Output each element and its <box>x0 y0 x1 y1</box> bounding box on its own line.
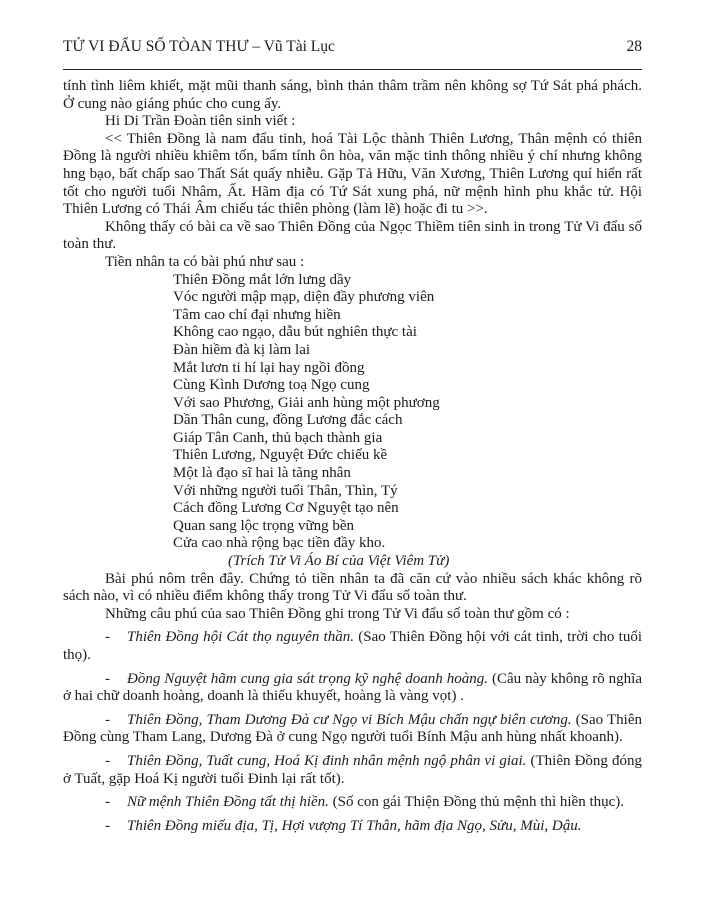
body-paragraph: Tiền nhân ta có bài phú như sau : <box>105 253 305 270</box>
bullet-phrase: Thiên Đồng hội Cát thọ nguyên thần. <box>127 629 354 646</box>
poem-line: Với sao Phương, Giải anh hùng một phương <box>173 394 440 411</box>
bullet-dash: - <box>105 752 110 769</box>
page-header-title: TỬ VI ĐẨU SỐ TÒAN THƯ – Vũ Tài Lục <box>63 38 335 55</box>
body-paragraph: << Thiên Đồng là nam đẩu tinh, hoá Tài Lộc thành Thiên Lương, Thân mệnh có thiên Đồng là người nhiều khiêm tốn, bẩm tính ôn hòa, văn mặc tinh thông nhiều ý chí nhưng không hng bạo, bất chấp sao Thất Sát quấy nhiễu. Gặp Tả Hữu, Văn Xương, Thiên Lương quí hiển rất tốt cho người tuổi Nhâm, Ất. Hãm địa có Tứ Sát xung phá, nữ mệnh hình phu khắc tử. Hội Thiên Lương có Thái Âm chiếu tác thiên phòng (làm lẽ) hoặc đi tu >>. <box>63 130 642 218</box>
body-paragraph: Hi Di Trần Đoàn tiên sinh viết : <box>105 113 296 130</box>
poem-line: Thiên Đồng mắt lớn lưng dầy <box>173 271 352 288</box>
bullet-explanation: (Sao Thiên Đồng hội với cát tinh, trời cho tuổi thọ). <box>63 629 642 663</box>
bullet-explanation: (Số con gái Thiện Đồng thủ mệnh thì hiền thục). <box>328 794 625 811</box>
bullet-phrase: Thiên Đồng, Tham Dương Đà cư Ngọ vi Bích Mậu chấn ngự biên cương. <box>127 711 572 728</box>
poem-line: Với những người tuổi Thân, Thìn, Tý <box>173 482 398 499</box>
poem-line: Quan sang lộc trọng vững bền <box>173 517 355 534</box>
poem-line: Cùng Kình Dương toạ Ngọ cung <box>173 377 370 394</box>
page-header <box>63 38 642 56</box>
poem-line: Giáp Tân Canh, thủ bạch thành gia <box>173 429 383 446</box>
bullet-dash: - <box>105 794 110 811</box>
bullet-dash: - <box>105 711 110 728</box>
bullet-dash: - <box>105 817 110 834</box>
body-paragraph: Bài phú nôm trên đây. Chứng tỏ tiền nhân ta đã căn cứ vào nhiều sách khác không rõ sách nào, vì có nhiều điểm không thấy trong Tử Vi đẩu số toàn thư. <box>63 570 642 605</box>
bullet-phrase: Đồng Nguyệt hãm cung gia sát trọng kỹ nghệ doanh hoàng. <box>127 670 488 687</box>
poem-line: Một là đạo sĩ hai là tăng nhân <box>173 465 351 482</box>
bullet-item <box>63 818 642 836</box>
page-number: 28 <box>626 38 642 55</box>
bullet-item <box>63 629 642 664</box>
poem-line: Mắt lươn ti hí lại hay ngồi đồng <box>173 359 365 376</box>
poem-line: Cách đồng Lương Cơ Nguyệt tạo nên <box>173 500 399 517</box>
bullet-item <box>63 712 642 747</box>
bullet-explanation: (Thiên Đồng đóng ở Tuất, gặp Hoá Kị người tuổi Đinh lại rất tốt). <box>63 752 642 787</box>
bullet-explanation: (Câu này không rõ nghĩa ở hai chữ doanh hoàng, doanh là thiếu khuyết, hoàng là vàng vọt) . <box>63 670 643 705</box>
poem-block <box>63 272 642 571</box>
poem-citation: (Trích Tử Vi Áo Bí của Việt Viêm Tử) <box>228 553 450 570</box>
bullet-phrase: Thiên Đồng miếu địa, Tị, Hợi vượng Tí Thân, hãm địa Ngọ, Sửu, Mùi, Dậu. <box>127 817 582 834</box>
poem-line: Đàn hiềm đà kị làm lai <box>173 341 311 358</box>
body-paragraph: Không thấy có bài ca về sao Thiên Đồng của Ngọc Thiềm tiên sinh in trong Tử Vi đẩu số toàn thư. <box>63 218 642 253</box>
bullet-dash: - <box>105 670 110 687</box>
body-paragraph: Những câu phú của sao Thiên Đồng ghi trong Tử Vi đẩu số toàn thư gồm có : <box>105 605 570 622</box>
bullet-phrase: Nữ mệnh Thiên Đồng tất thị hiền. <box>127 794 329 811</box>
bullet-item <box>63 753 642 788</box>
poem-line: Dần Thân cung, đồng Lương đắc cách <box>173 412 403 429</box>
poem-line: Cửa cao nhà rộng bạc tiền đầy kho. <box>173 535 386 552</box>
bullet-item <box>63 671 642 706</box>
bullet-item <box>63 794 642 812</box>
body-paragraph: tính tình liêm khiết, mặt mũi thanh sáng, bình thản thâm trầm nên không sợ Tứ Sát phá phách. Ở cung nào giáng phúc cho cung ấy. <box>63 78 642 112</box>
bullet-phrase: Thiên Đồng, Tuất cung, Hoá Kị đinh nhân mệnh ngộ phân vi giai. <box>127 752 527 769</box>
poem-line: Tâm cao chí đại nhưng hiền <box>173 306 341 323</box>
document-body <box>63 78 642 835</box>
poem-line: Không cao ngạo, dẫu bút nghiên thực tài <box>173 324 417 341</box>
poem-line: Thiên Lương, Nguyệt Đức chiếu kề <box>173 447 388 464</box>
header-rule <box>63 69 642 70</box>
poem-line: Vóc người mập mạp, diện đầy phương viên <box>173 289 435 306</box>
bullet-dash: - <box>105 629 110 646</box>
bullet-explanation: (Sao Thiên Đồng cùng Tham Lang, Dương Đà ở cung Ngọ người tuổi Bính Mậu anh hùng nhất khoanh). <box>63 711 643 746</box>
